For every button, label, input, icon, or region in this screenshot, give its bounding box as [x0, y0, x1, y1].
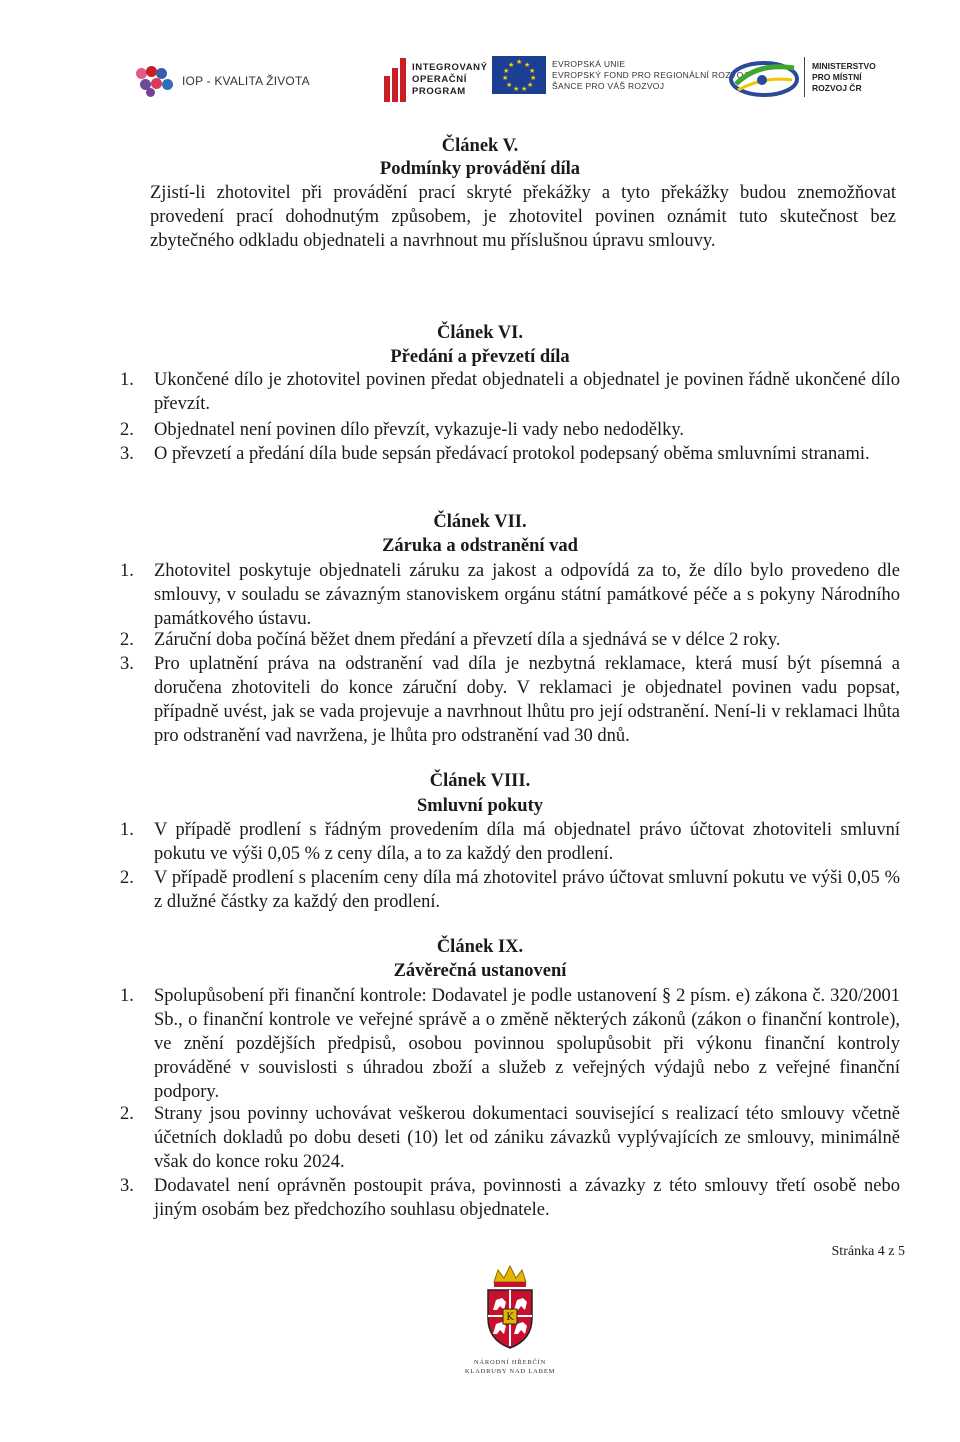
crest-caption-line: NÁRODNÍ HŘEBČÍN: [473, 1359, 547, 1366]
eu-line: EVROPSKÁ UNIE: [552, 58, 626, 69]
iop-program-line: INTEGROVANÝ: [412, 62, 488, 73]
crest-caption: [420, 1358, 600, 1376]
crest-caption-line: KLADRUBY NAD LABEM: [464, 1368, 556, 1375]
iop-logo: [136, 66, 310, 96]
iop-dots-logo-icon: [136, 66, 176, 96]
item-number: 1.: [120, 561, 134, 581]
ministry-line: PRO MÍSTNÍ: [812, 71, 862, 82]
item-text: Strany jsou povinny uchovávat veškerou dokumentaci související s realizací této smlouvy včetně účetních dokladů po dobu deseti (10) let od zániku závazků vyplývajících ze smlouvy, minimálně však do konce roku 2024.: [154, 1104, 900, 1172]
list-item: [120, 418, 900, 442]
item-number: 3.: [120, 1176, 134, 1196]
article-title: Podmínky provádění díla: [379, 159, 581, 179]
article-title: Předání a převzetí díla: [390, 347, 570, 367]
logo-header: [0, 52, 960, 112]
article-heading: Článek VI.: [436, 323, 523, 343]
item-text: Spolupůsobení při finanční kontrole: Dodavatel je podle ustanovení § 2 písm. e) zákona č. 320/2001 Sb., o finanční kontrole ve veřejné správě a o změně některých zákonů (zákon o finanční kontrole), ve znění pozdějších předpisů, osobou povinnou spolupůsobit při výkonu finanční kontroly prováděné v souvislosti s úhradou zboží a služeb z veřejných výdajů nebo z veřejné finanční podpory.: [154, 986, 900, 1102]
list-item: [120, 866, 900, 914]
iop-program-line: OPERAČNÍ: [412, 74, 467, 85]
crest-icon: [480, 1262, 540, 1352]
article-title: Smluvní pokuty: [417, 796, 543, 816]
item-number: 2.: [120, 868, 134, 888]
item-text: Ukončené dílo je zhotovitel povinen předat objednateli a objednatel je povinen řádně ukončené dílo převzít.: [154, 370, 900, 414]
item-number: 2.: [120, 1104, 134, 1124]
item-number: 2.: [120, 420, 134, 440]
article-heading: Článek VIII.: [429, 771, 531, 791]
item-text: O převzetí a předání díla bude sepsán předávací protokol podepsaný oběma smluvními stranami.: [154, 444, 870, 464]
item-number: 1.: [120, 370, 134, 390]
item-text: V případě prodlení s řádným provedením díla má objednatel právo účtovat zhotoviteli smluvní pokutu ve výši 0,05 % z ceny díla, a to za každý den prodlení.: [154, 820, 900, 864]
item-text: Zhotovitel poskytuje objednateli záruku za jakost a odpovídá za to, že dílo bylo provedeno dle smlouvy, v souladu se závazným stanoviskem orgánu státní památkové péče a s pokyny Národního památkového ústavu.: [154, 561, 900, 629]
list-item: [120, 559, 900, 631]
list-item: [120, 442, 900, 466]
eu-line: ŠANCE PRO VÁŠ ROZVOJ: [552, 80, 665, 91]
list-item: [120, 628, 900, 652]
item-number: 1.: [120, 820, 134, 840]
iop-bars-logo-icon: [384, 58, 406, 102]
iop-program-line: PROGRAM: [412, 86, 466, 97]
item-text: Pro uplatnění práva na odstranění vad díla je nezbytná reklamace, která musí být písemná a doručena zhotoviteli do konce záruční doby. V reklamaci je objednatel povinen vadu popsat, případně uvést, jak se vada projevuje a navrhnout lhůtu pro její odstranění. Není-li v reklamaci lhůta pro odstranění vad navržena, je lhůta pro odstranění vad 30 dnů.: [154, 654, 900, 746]
eu-line: EVROPSKÝ FOND PRO REGIONÁLNÍ ROZVOJ: [552, 69, 749, 80]
ministry-logo: [728, 54, 876, 100]
page-number: Stránka 4 z 5: [831, 1244, 905, 1259]
item-number: 3.: [120, 444, 134, 464]
eu-flag-icon: ★ ★ ★ ★ ★ ★ ★ ★ ★ ★ ★: [492, 56, 546, 94]
item-number: 2.: [120, 630, 134, 650]
list-item: [120, 1174, 900, 1222]
list-item: [120, 368, 900, 416]
article-heading: Článek IX.: [436, 937, 524, 957]
article-paragraph: Zjistí-li zhotovitel při provádění prací skryté překážky a tyto překážky budou znemožňovat provedení prací dohodnutým způsobem, je zhotovitel povinen oznámit tuto skutečnost bez zbytečného odkladu objednateli a navrhnout mu příslušnou úpravu smlouvy.: [150, 183, 896, 251]
ministry-line: ROZVOJ ČR: [812, 82, 862, 93]
list-item: [120, 984, 900, 1104]
divider: [804, 57, 805, 97]
article-heading: Článek VII.: [433, 512, 527, 532]
iop-label: IOP - KVALITA ŽIVOTA: [182, 74, 310, 88]
eu-logo: [492, 56, 748, 94]
item-text: V případě prodlení s placením ceny díla má zhotovitel právo účtovat smluvní pokutu ve výši 0,05 % z dlužné částky za každý den prodlení.: [154, 868, 900, 912]
item-number: 1.: [120, 986, 134, 1006]
item-number: 3.: [120, 654, 134, 674]
list-item: [120, 818, 900, 866]
svg-text:K: K: [506, 1312, 514, 1323]
article-heading: Článek V.: [441, 136, 519, 156]
item-text: Dodavatel není oprávněn postoupit práva, povinnosti a závazky z této smlouvy třetí osobě nebo jiným osobám bez předchozího souhlasu objednatele.: [154, 1176, 900, 1220]
iop-program-logo: [384, 58, 488, 102]
article-title: Závěrečná ustanovení: [393, 961, 567, 981]
ministry-line: MINISTERSTVO: [812, 60, 876, 71]
list-item: [120, 1102, 900, 1174]
item-text: Záruční doba počíná běžet dnem předání a převzetí díla a sjednává se v délce 2 roky.: [154, 630, 781, 650]
list-item: [120, 652, 900, 748]
article-title: Záruka a odstranění vad: [382, 536, 578, 556]
item-text: Objednatel není povinen dílo převzít, vykazuje-li vady nebo nedodělky.: [154, 420, 685, 440]
mmr-logo-icon: [728, 54, 800, 100]
